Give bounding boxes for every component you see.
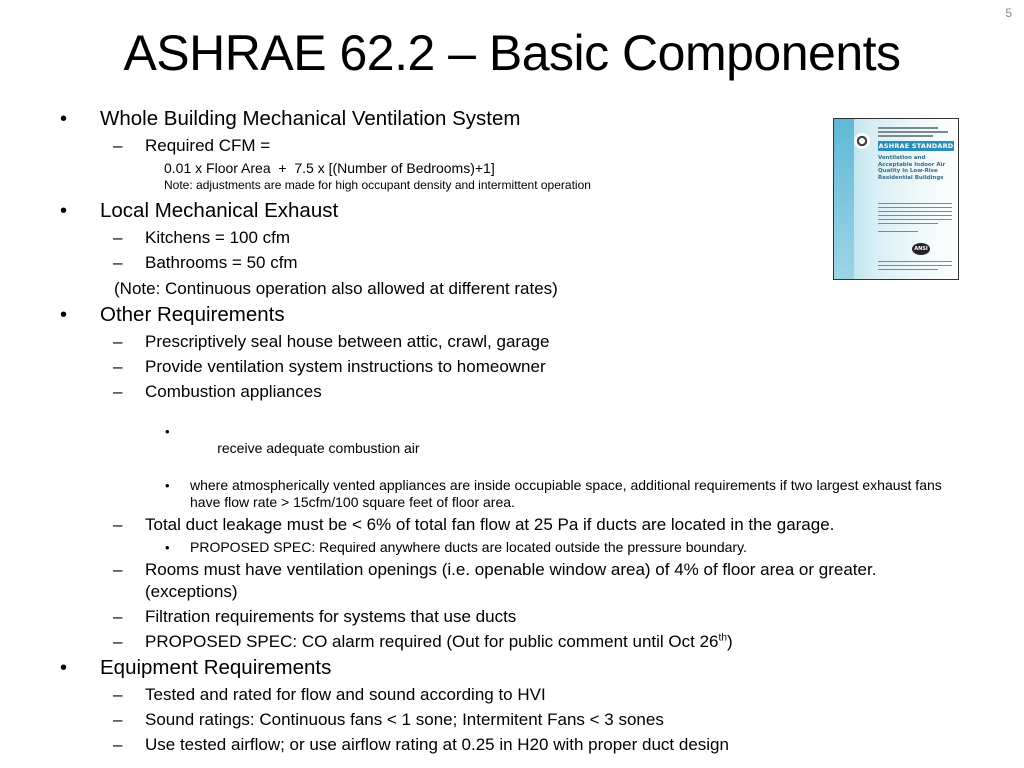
dash-marker: – (113, 332, 123, 351)
sub-sub-bullet-text: where atmospherically vented appliances are inside occupiable space, additional requirements if two largest exhaust fans have flow rate > 15cfm/100 square feet of floor area. (190, 477, 942, 510)
dash-marker: – (113, 228, 123, 247)
bullet-marker: • (165, 424, 170, 439)
slide-number: 5 (1005, 6, 1012, 20)
sub-bullet-combustion (58, 381, 968, 403)
bullet-marker: • (165, 478, 170, 493)
cfm-note: Note: adjustments are made for high occupant density and intermittent operation (164, 178, 591, 192)
bullet-local-exhaust (58, 198, 968, 224)
sub-bullet-text: Prescriptively seal house between attic, crawl, garage (145, 332, 550, 351)
sub-bullet-text: Total duct leakage must be < 6% of total fan flow at 25 Pa if ducts are located in the garage. (145, 515, 835, 534)
cfm-formula: 0.01 x Floor Area + 7.5 x [(Number of Bedrooms)+1] (164, 160, 495, 176)
sub-sub-bullet-proposed-ducts (58, 539, 968, 556)
sub-sub-bullet-vented-appliances (58, 477, 968, 511)
dash-marker: – (113, 357, 123, 376)
dash-marker: – (113, 515, 123, 534)
sub-bullet-text: Filtration requirements for systems that use ducts (145, 607, 517, 626)
dash-marker: – (113, 136, 123, 155)
dash-marker: – (113, 607, 123, 626)
co-alarm-superscript: th (718, 632, 727, 644)
dash-marker: – (113, 382, 123, 401)
bullet-text: Whole Building Mechanical Ventilation System (100, 107, 521, 130)
sub-sub-bullet-text: PROPOSED SPEC: Required anywhere ducts are located outside the pressure boundary. (190, 539, 747, 555)
bullet-marker: • (60, 657, 68, 679)
dash-marker: – (113, 710, 123, 729)
sub-bullet-co-alarm (58, 631, 968, 653)
bullet-marker: • (60, 200, 68, 222)
co-alarm-text: PROPOSED SPEC: CO alarm required (Out for public comment until Oct 26 (145, 632, 719, 651)
dash-marker: – (113, 253, 123, 272)
sub-bullet-text: Rooms must have ventilation openings (i.e. openable window area) of 4% of floor area or greater. (exceptions) (145, 560, 877, 601)
bullet-marker: • (60, 108, 68, 130)
bullet-equipment-requirements (58, 655, 968, 681)
bullet-text: Other Requirements (100, 303, 285, 326)
co-alarm-close: ) (726, 632, 733, 651)
dash-marker: – (113, 560, 123, 579)
dash-marker: – (113, 685, 123, 704)
sub-bullet-duct-leakage (58, 514, 968, 536)
sub-bullet-filtration (58, 606, 968, 628)
sub-bullet-bathrooms (58, 252, 968, 274)
sub-bullet-airflow (58, 734, 968, 756)
sub-bullet-tested (58, 684, 968, 706)
sub-bullet-instructions (58, 356, 968, 378)
sub-bullet-text: Provide ventilation system instructions to homeowner (145, 357, 546, 376)
sub-bullet-text: Required CFM = (145, 136, 271, 155)
sub-bullet-kitchens (58, 227, 968, 249)
sub-bullet-text (145, 632, 733, 651)
sub-bullet-text: Bathrooms = 50 cfm (145, 253, 298, 272)
sub-bullet-text: Tested and rated for flow and sound according to HVI (145, 685, 546, 704)
ansi-logo-icon: ANSI (912, 243, 930, 255)
sub-bullet-text: Kitchens = 100 cfm (145, 228, 291, 247)
cover-heading: ASHRAE STANDARD (878, 142, 954, 150)
sub-bullet-openings (58, 559, 968, 603)
bullet-text: Equipment Requirements (100, 656, 332, 679)
sub-bullet-seal (58, 331, 968, 353)
bullet-other-requirements (58, 302, 968, 328)
sub-sub-bullet-combustion-air (58, 406, 968, 474)
sub-bullet-text: Combustion appliances (145, 382, 322, 401)
bullet-marker: • (60, 304, 68, 326)
sub-bullet-text: Use tested airflow; or use airflow rating at 0.25 in H20 with proper duct design (145, 735, 729, 754)
bullet-whole-building (58, 106, 968, 132)
sub-bullet-text: Sound ratings: Continuous fans < 1 sone; Intermitent Fans < 3 sones (145, 710, 664, 729)
cover-subtitle: Ventilation and Acceptable Indoor Air Quality in Low-Rise Residential Buildings (878, 155, 946, 181)
dash-marker: – (113, 632, 123, 651)
slide-title: ASHRAE 62.2 – Basic Components (123, 25, 901, 81)
dash-marker: – (113, 735, 123, 754)
exhaust-note: (Note: Continuous operation also allowed at different rates) (114, 279, 558, 298)
slide-body (58, 104, 968, 756)
bullet-text: Local Mechanical Exhaust (100, 199, 339, 222)
bullet-marker: • (165, 540, 170, 555)
sub-bullet-sound (58, 709, 968, 731)
sub-bullet-required-cfm (58, 135, 968, 157)
sub-sub-bullet-text: receive adequate combustion air (213, 440, 420, 456)
